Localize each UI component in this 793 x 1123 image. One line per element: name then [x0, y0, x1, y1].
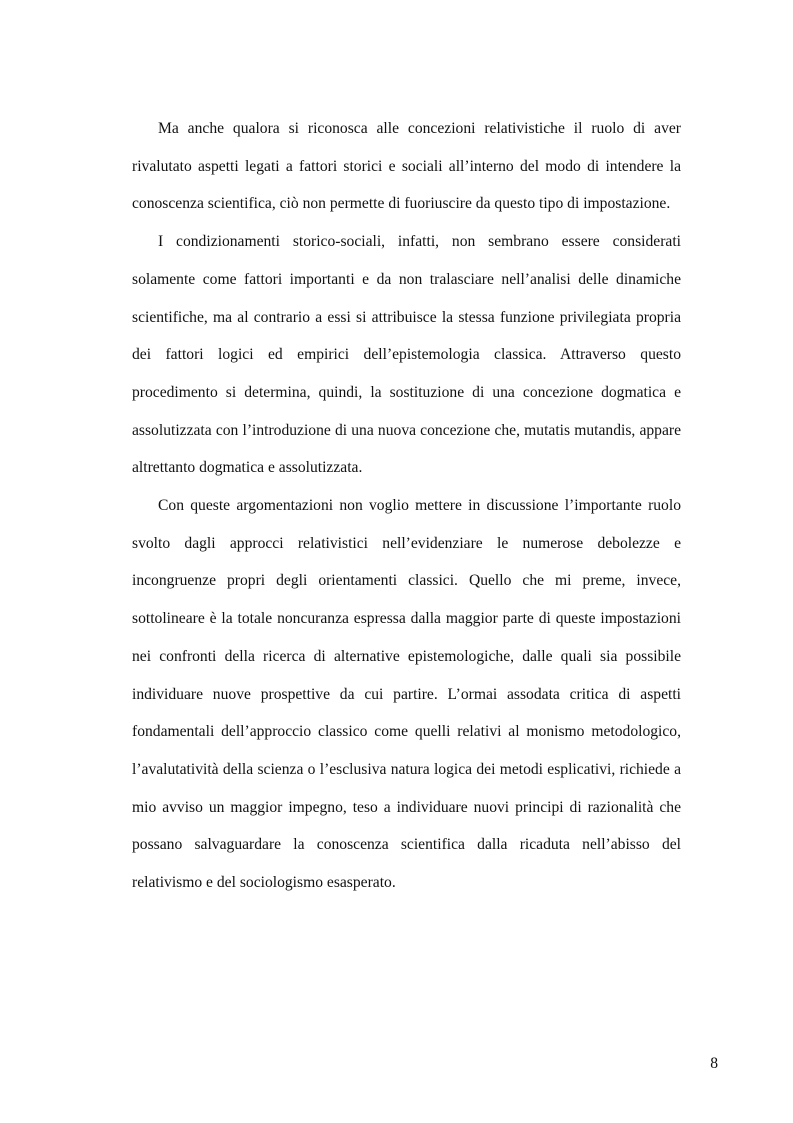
paragraph-2: I condizionamenti storico-sociali, infatti, non sembrano essere considerati solamente come fattori importanti e da non tralasciare nell’analisi delle dinamiche scientifiche, ma al contrario a essi si attribuisce la stessa funzione privilegiata propria dei fattori logici ed empirici dell’epistemologia classica. Attraverso questo procedimento si determina, quindi, la sostituzione di una concezione dogmatica e assolutizzata con l’introduzione di una nuova concezione che, mutatis mutandis, appare altrettanto dogmatica e assolutizzata. [132, 233, 681, 477]
page-number: 8 [710, 1055, 718, 1072]
paragraph-1: Ma anche qualora si riconosca alle concezioni relativistiche il ruolo di aver rivalutato aspetti legati a fattori storici e sociali all’interno del modo di intendere la conoscenza scientifica, ciò non permette di fuoriuscire da questo tipo di impostazione. [132, 120, 681, 213]
body-text [132, 110, 681, 902]
paragraph-3: Con queste argomentazioni non voglio mettere in discussione l’importante ruolo svolto dagli approcci relativistici nell’evidenziare le numerose debolezze e incongruenze propri degli orientamenti classici. Quello che mi preme, invece, sottolineare è la totale noncuranza espressa dalla maggior parte di queste impostazioni nei confronti della ricerca di alternative epistemologiche, dalle quali sia possibile individuare nuove prospettive da cui partire. L’ormai assodata critica di aspetti fondamentali dell’approccio classico come quelli relativi al monismo metodologico, l’avalutatività della scienza o l’esclusiva natura logica dei metodi esplicativi, richiede a mio avviso un maggior impegno, teso a individuare nuovi principi di razionalità che possano salvaguardare la conoscenza scientifica dalla ricaduta nell’abisso del relativismo e del sociologismo esasperato. [132, 497, 681, 892]
